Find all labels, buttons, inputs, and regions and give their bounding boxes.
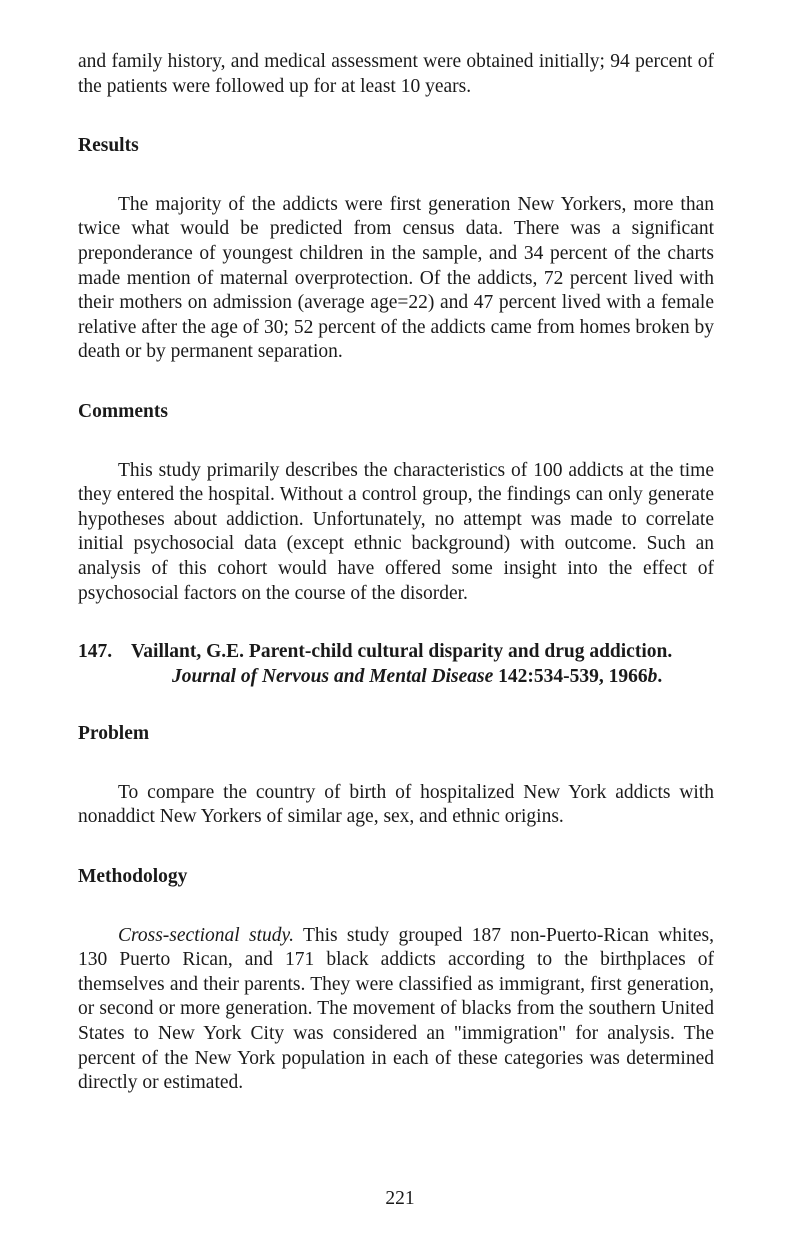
methodology-heading: Methodology	[78, 866, 188, 888]
comments-heading: Comments	[78, 400, 168, 422]
entry-heading	[78, 640, 714, 665]
study-design-label: Cross-sectional study.	[118, 924, 294, 946]
entry-period: .	[657, 665, 663, 687]
results-heading: Results	[78, 135, 139, 157]
entry-journal: Journal of Nervous and Mental Disease	[172, 665, 494, 687]
continuation-paragraph: and family history, and medical assessment were obtained initially; 94 percent of the patients were followed up for at least 10 years.	[78, 51, 714, 97]
problem-heading: Problem	[78, 723, 150, 745]
entry-number: 147.	[78, 641, 113, 663]
methodology-text: This study grouped 187 non-Puerto-Rican whites, 130 Puerto Rican, and 171 black addicts according to the birthplaces of themselves and their parents. They were classified as immigrant, first generation, or second or more generation. The movement of blacks from the southern United States to New York City was considered an "immigration" for analysis. The percent of the New York population in each of these categories was determined directly or estimated.	[78, 924, 714, 1094]
entry-citation: Vaillant, G.E. Parent-child cultural disparity and drug addiction.	[131, 641, 673, 663]
comments-paragraph: This study primarily describes the characteristics of 100 addicts at the time they entered the hospital. Without a control group, the findings can only generate hypotheses about addiction. Unfortunately, no attempt was made to correlate initial psychosocial data (except ethnic background) with outcome. Such an analysis of this cohort would have offered some insight into the effect of psychosocial factors on the course of the disorder.	[78, 459, 714, 604]
results-paragraph: The majority of the addicts were first generation New Yorkers, more than twice what would be predicted from census data. There was a significant preponderance of youngest children in the sample, and 34 percent of the charts made mention of maternal overprotection. Of the addicts, 72 percent lived with their mothers on admission (average age=22) and 47 percent lived with a female relative after the age of 30; 52 percent of the addicts came from homes broken by death or by permanent separation.	[78, 193, 714, 363]
page-content	[78, 50, 714, 1096]
problem-paragraph: To compare the country of birth of hospitalized New York addicts with nonaddict New Yorkers of similar age, sex, and ethnic origins.	[78, 781, 714, 828]
page-number: 221	[385, 1188, 415, 1209]
entry-year-suffix: b	[647, 665, 658, 687]
methodology-paragraph	[78, 924, 714, 1096]
entry-details: 142:534-539, 1966	[498, 665, 648, 687]
entry-source	[172, 665, 714, 690]
